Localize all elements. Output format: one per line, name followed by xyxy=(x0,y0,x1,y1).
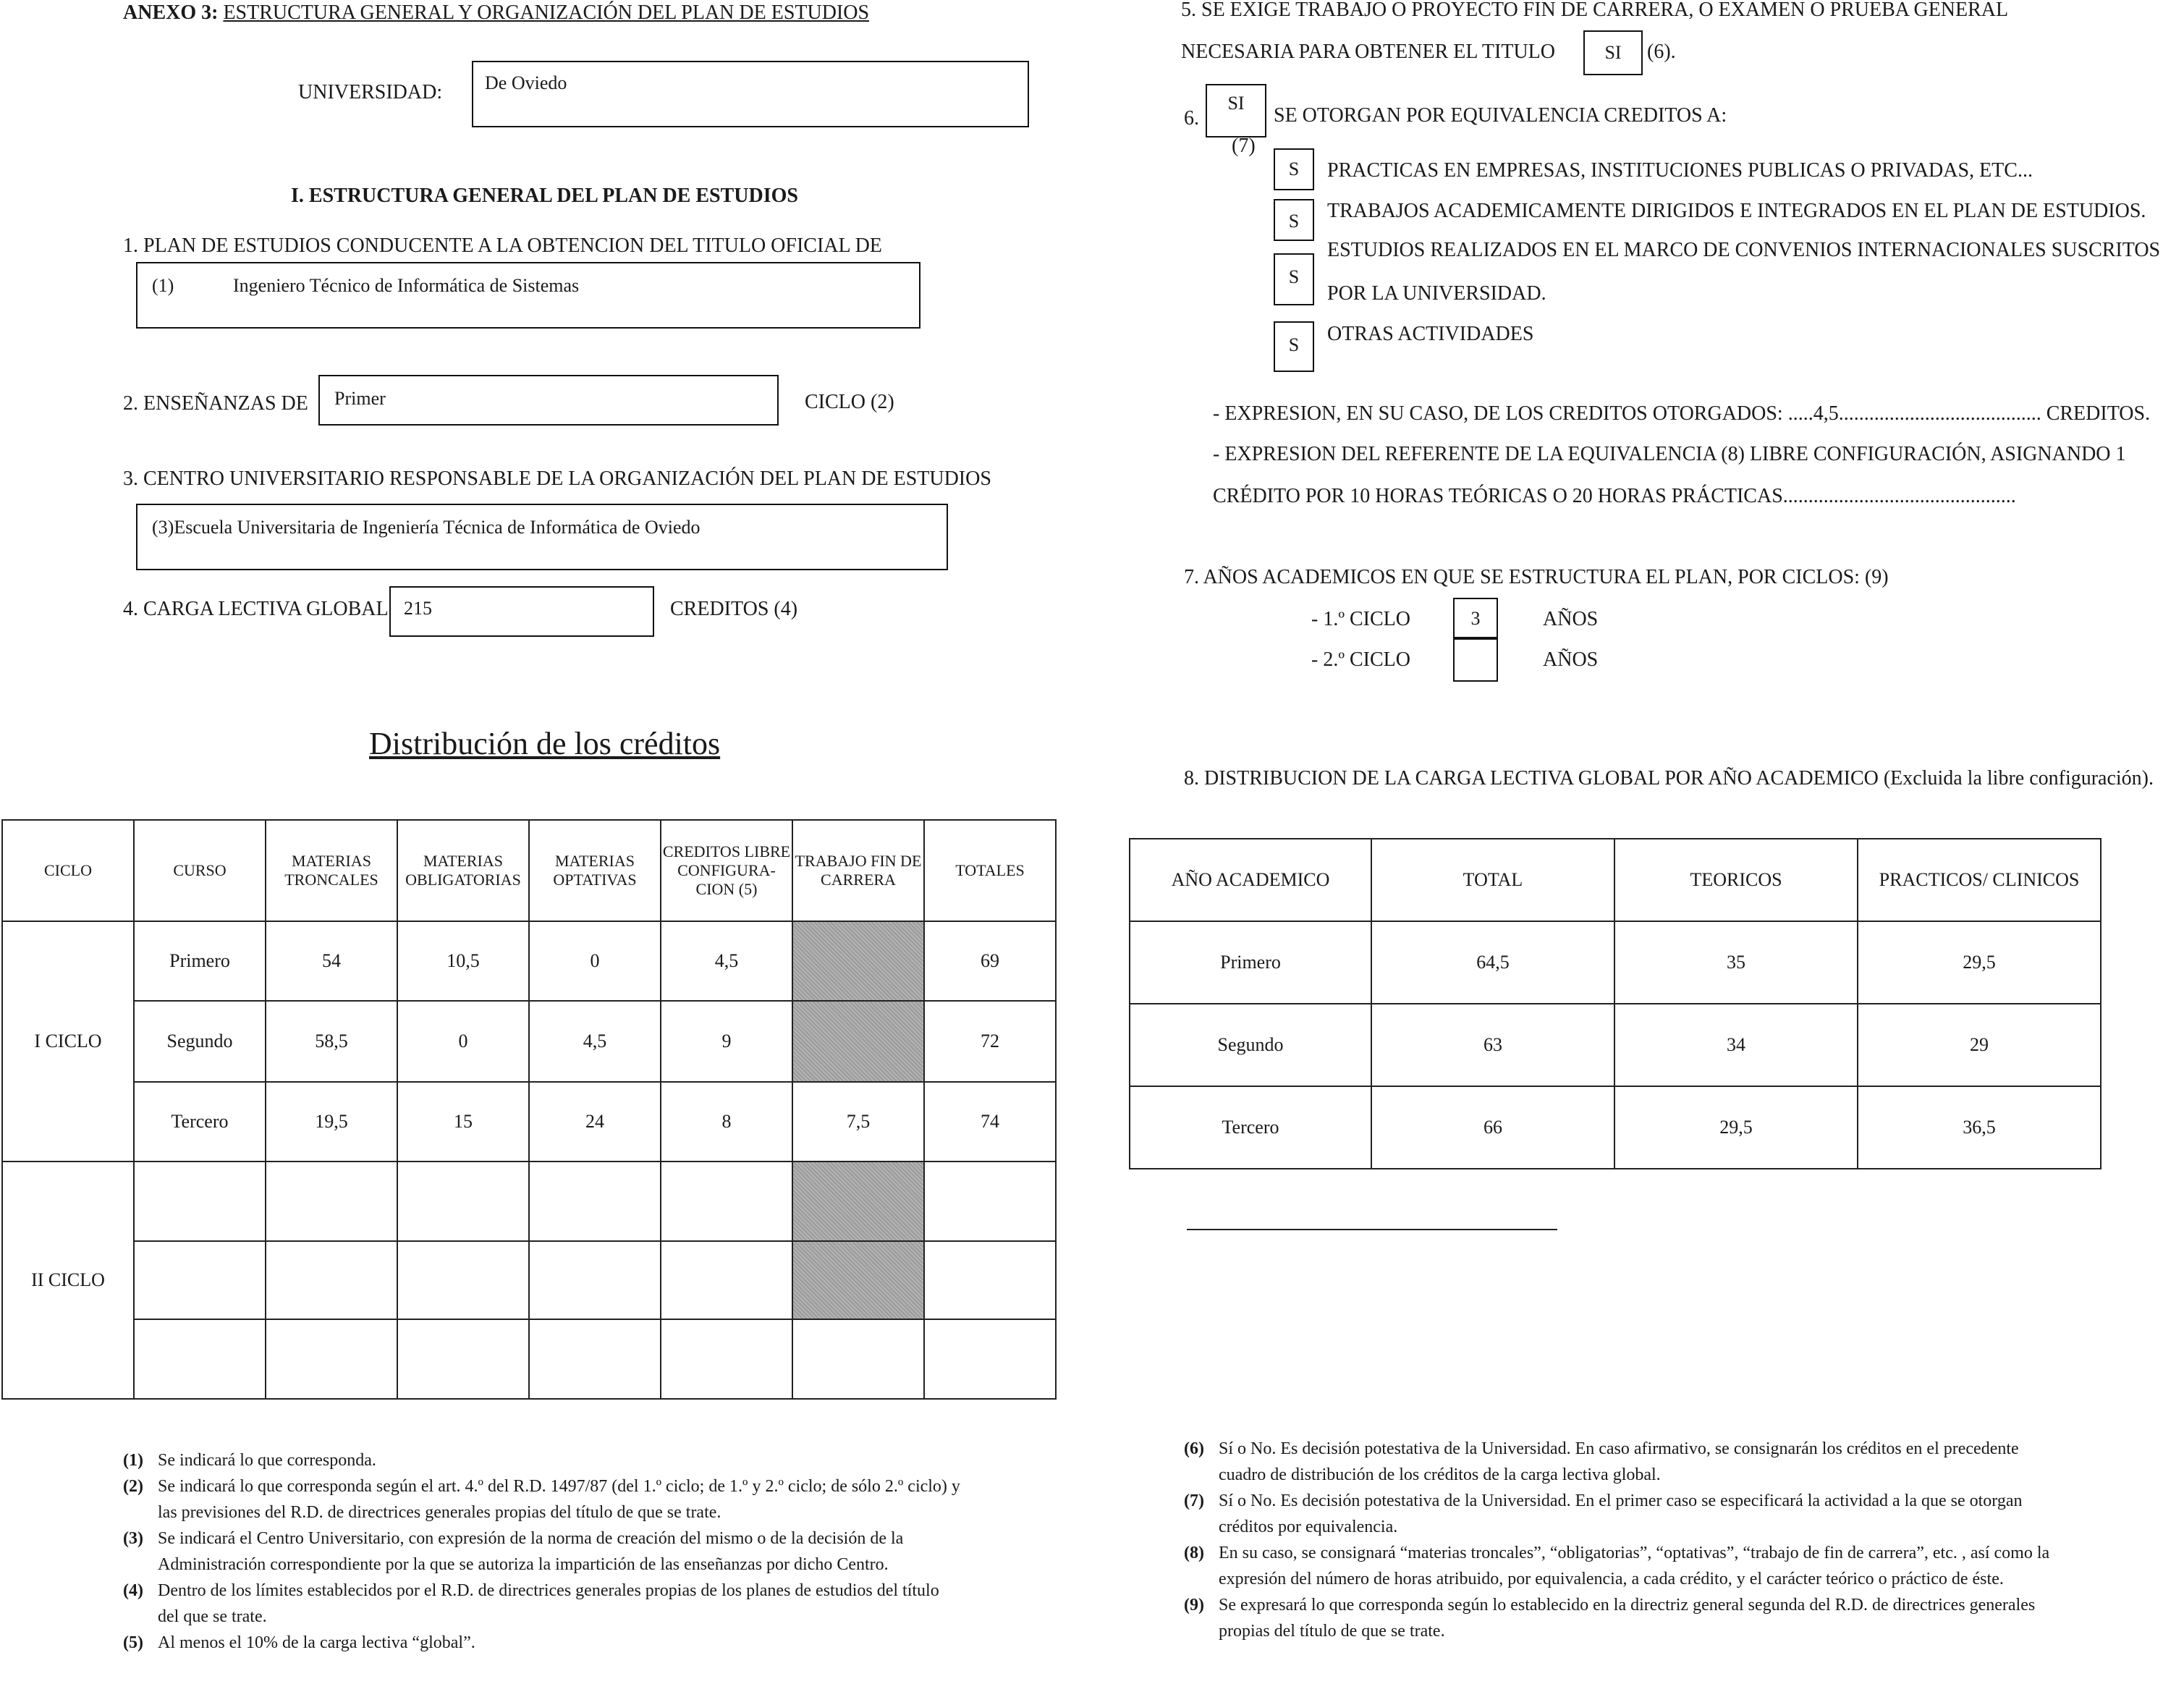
empty-cell xyxy=(792,1319,924,1399)
cell-obligatorias: 15 xyxy=(397,1082,529,1162)
empty-cell xyxy=(397,1319,529,1399)
expr-creditos: - EXPRESION, EN SU CASO, DE LOS CREDITOS OTORGADOS: .....4,5........................................ CREDITOS. xyxy=(1213,402,2151,425)
option-mark: S xyxy=(1274,253,1314,305)
cell-practicos: 29 xyxy=(1858,1004,2101,1086)
footnote xyxy=(123,1630,962,1656)
item4-suffix: CREDITOS (4) xyxy=(670,598,798,620)
table-row xyxy=(1130,1004,2101,1086)
item3-value: (3)Escuela Universitaria de Ingeniería Técnica de Informática de Oviedo xyxy=(152,517,701,538)
table-row xyxy=(2,1241,1056,1319)
option-text: ESTUDIOS REALIZADOS EN EL MARCO DE CONVENIOS INTERNACIONALES SUSCRITOS xyxy=(1327,239,2161,261)
dist-title: Distribución de los créditos xyxy=(369,726,721,761)
cell-practicos: 36,5 xyxy=(1858,1086,2101,1169)
cell-troncales: 54 xyxy=(266,921,397,1001)
footnote-text: Al menos el 10% de la carga lectiva “global”. xyxy=(158,1633,475,1652)
cell-total: 63 xyxy=(1371,1004,1614,1086)
empty-cell xyxy=(661,1319,792,1399)
empty-cell xyxy=(397,1162,529,1241)
option-mark: S xyxy=(1274,199,1314,241)
footnote-text: Se expresará lo que corresponda según lo establecido en la directriz general segunda del R.D. de directrices generales propias del título de que se trate. xyxy=(1219,1596,2036,1641)
notes-left xyxy=(123,1447,962,1656)
ciclo2-label: II CICLO xyxy=(2,1162,134,1399)
cell-anio: Segundo xyxy=(1130,1004,1371,1086)
empty-cell xyxy=(924,1162,1056,1241)
expr-referente: - EXPRESION DEL REFERENTE DE LA EQUIVALENCIA (8) LIBRE CONFIGURACIÓN, ASIGNANDO 1 xyxy=(1213,443,2126,465)
item1-label: 1. PLAN DE ESTUDIOS CONDUCENTE A LA OBTENCION DEL TITULO OFICIAL DE xyxy=(123,234,882,257)
anexo-label: ANEXO 3: xyxy=(123,1,219,24)
empty-cell xyxy=(266,1162,397,1241)
empty-cell xyxy=(134,1162,266,1241)
empty-cell xyxy=(397,1241,529,1319)
cell-total: 64,5 xyxy=(1371,921,1614,1004)
footnote-number: (1) xyxy=(123,1451,143,1470)
footnote-text: Sí o No. Es decisión potestativa de la Universidad. En el primer caso se especificará la actividad a la que se otorgan créditos por equivalencia. xyxy=(1219,1492,2023,1536)
header-anio: AÑO ACADEMICO xyxy=(1130,839,1371,921)
cell-libre: 9 xyxy=(661,1001,792,1082)
header-libre: CREDITOS LIBRE CONFIGURA-CION (5) xyxy=(661,820,792,921)
anexo-title: ESTRUCTURA GENERAL Y ORGANIZACIÓN DEL PLAN DE ESTUDIOS xyxy=(223,1,870,24)
item3-label: 3. CENTRO UNIVERSITARIO RESPONSABLE DE LA ORGANIZACIÓN DEL PLAN DE ESTUDIOS xyxy=(123,467,991,490)
cell-libre: 8 xyxy=(661,1082,792,1162)
item5-value-box: SI xyxy=(1583,30,1643,75)
empty-cell xyxy=(529,1162,661,1241)
item4-value: 215 xyxy=(404,598,432,619)
footnote xyxy=(123,1526,962,1578)
footnote xyxy=(123,1447,962,1473)
cell-obligatorias: 10,5 xyxy=(397,921,529,1001)
footnote-number: (7) xyxy=(1184,1492,1204,1510)
annual-load-table xyxy=(1129,838,2102,1169)
footnote xyxy=(1184,1488,2060,1540)
empty-cell xyxy=(134,1319,266,1399)
table-header-row xyxy=(2,820,1056,921)
cell-teoricos: 35 xyxy=(1614,921,1858,1004)
option-text-line2: POR LA UNIVERSIDAD. xyxy=(1327,282,1546,305)
cell-anio: Tercero xyxy=(1130,1086,1371,1169)
cell-totales: 69 xyxy=(924,921,1056,1001)
option-text: PRACTICAS EN EMPRESAS, INSTITUCIONES PUBLICAS O PRIVADAS, ETC... xyxy=(1327,159,2033,182)
table-row xyxy=(2,921,1056,1001)
cell-curso: Primero xyxy=(134,921,266,1001)
cell-obligatorias: 0 xyxy=(397,1001,529,1082)
footnote-number: (9) xyxy=(1184,1596,1204,1615)
item1-ref: (1) xyxy=(152,275,174,296)
header-teoricos: TEORICOS xyxy=(1614,839,1858,921)
expr-referente-line2: CRÉDITO POR 10 HORAS TEÓRICAS O 20 HORAS PRÁCTICAS.............................................. xyxy=(1213,485,2016,507)
table-row xyxy=(2,1162,1056,1241)
footnote-text: Dentro de los límites establecidos por el R.D. de directrices generales propias de los planes de estudios del título del que se trate. xyxy=(158,1581,939,1626)
empty-cell xyxy=(266,1319,397,1399)
footnote xyxy=(1184,1436,2060,1488)
header-totales: TOTALES xyxy=(924,820,1056,921)
empty-cell xyxy=(661,1162,792,1241)
footnote-text: Sí o No. Es decisión potestativa de la Universidad. En caso afirmativo, se consignarán los créditos en el precedente cuadro de distribución de los créditos de la carga lectiva global. xyxy=(1219,1439,2019,1484)
item6-label: SE OTORGAN POR EQUIVALENCIA CREDITOS A: xyxy=(1274,104,1727,127)
header-curso: CURSO xyxy=(134,820,266,921)
cell-total: 66 xyxy=(1371,1086,1614,1169)
footnote xyxy=(123,1578,962,1630)
header-obligatorias: MATERIAS OBLIGATORIAS xyxy=(397,820,529,921)
section-title: I. ESTRUCTURA GENERAL DEL PLAN DE ESTUDIOS xyxy=(291,185,798,207)
cell-troncales: 19,5 xyxy=(266,1082,397,1162)
ciclo2-unit: AÑOS xyxy=(1543,648,1599,671)
cell-trabajo-shaded xyxy=(792,1241,924,1319)
empty-cell xyxy=(924,1241,1056,1319)
cell-curso: Segundo xyxy=(134,1001,266,1082)
footnote-number: (6) xyxy=(1184,1439,1204,1458)
item6-number: 6. xyxy=(1184,107,1199,130)
cell-trabajo: 7,5 xyxy=(792,1082,924,1162)
option-text: TRABAJOS ACADEMICAMENTE DIRIGIDOS E INTEGRADOS EN EL PLAN DE ESTUDIOS. xyxy=(1327,200,2146,222)
anexo-heading xyxy=(123,1,869,25)
footnote-text: En su caso, se consignará “materias troncales”, “obligatorias”, “optativas”, “trabajo de fin de carrera”, etc. , así como la expresión del número de horas atribuido, por equivalencia, a cada crédito, y el carácter teórico o práctico de éste. xyxy=(1219,1544,2050,1588)
empty-cell xyxy=(661,1241,792,1319)
empty-cell xyxy=(529,1319,661,1399)
item5-line2: NECESARIA PARA OBTENER EL TITULO xyxy=(1181,41,1555,63)
cell-trabajo-shaded xyxy=(792,1162,924,1241)
cell-totales: 72 xyxy=(924,1001,1056,1082)
cell-curso: Tercero xyxy=(134,1082,266,1162)
cell-troncales: 58,5 xyxy=(266,1001,397,1082)
empty-cell xyxy=(529,1241,661,1319)
cell-optativas: 24 xyxy=(529,1082,661,1162)
item2-value: Primer xyxy=(334,388,386,409)
table-row xyxy=(1130,921,2101,1004)
item2-suffix: CICLO (2) xyxy=(805,391,894,413)
item7-label: 7. AÑOS ACADEMICOS EN QUE SE ESTRUCTURA EL PLAN, POR CICLOS: (9) xyxy=(1184,566,1889,588)
item5-ref: (6). xyxy=(1647,41,1676,63)
option-mark: S xyxy=(1274,321,1314,372)
option-text: OTRAS ACTIVIDADES xyxy=(1327,323,1534,345)
notes-right xyxy=(1184,1436,2060,1644)
item4-label: 4. CARGA LECTIVA GLOBAL xyxy=(123,598,389,620)
header-troncales: MATERIAS TRONCALES xyxy=(266,820,397,921)
item2-label: 2. ENSEÑANZAS DE xyxy=(123,392,308,415)
item1-value: Ingeniero Técnico de Informática de Sistemas xyxy=(233,275,580,296)
cell-totales: 74 xyxy=(924,1082,1056,1162)
item5-line1: 5. SE EXIGE TRABAJO O PROYECTO FIN DE CARRERA, O EXAMEN O PRUEBA GENERAL xyxy=(1181,0,2009,21)
cell-trabajo-shaded xyxy=(792,921,924,1001)
table-header-row xyxy=(1130,839,2101,921)
cell-teoricos: 34 xyxy=(1614,1004,1858,1086)
universidad-value: De Oviedo xyxy=(485,72,567,93)
credit-distribution-table xyxy=(1,819,1057,1400)
cell-anio: Primero xyxy=(1130,921,1371,1004)
table-row xyxy=(1130,1086,2101,1169)
ciclo1-years-box: 3 xyxy=(1453,598,1498,638)
empty-cell xyxy=(266,1241,397,1319)
footnote-text: Se indicará el Centro Universitario, con expresión de la norma de creación del mismo o de la decisión de la Administración correspondiente por la que se autoriza la impartición de las enseñanzas por dicho Centro. xyxy=(158,1529,904,1574)
footnote-number: (4) xyxy=(123,1581,143,1600)
footnote xyxy=(1184,1592,2060,1644)
item2-box xyxy=(318,375,779,426)
option-mark: S xyxy=(1274,148,1314,190)
cell-practicos: 29,5 xyxy=(1858,921,2101,1004)
empty-cell xyxy=(134,1241,266,1319)
ciclo1-label-r: - 1.º CICLO xyxy=(1311,608,1411,630)
cell-optativas: 4,5 xyxy=(529,1001,661,1082)
cell-trabajo-shaded xyxy=(792,1001,924,1082)
cell-optativas: 0 xyxy=(529,921,661,1001)
item6-value-box: SI xyxy=(1206,84,1266,137)
footnote xyxy=(1184,1540,2060,1592)
header-total: TOTAL xyxy=(1371,839,1614,921)
footnote-number: (3) xyxy=(123,1529,143,1548)
item6-ref: (7) xyxy=(1232,135,1256,157)
empty-cell xyxy=(924,1319,1056,1399)
table-row xyxy=(2,1082,1056,1162)
ciclo1-label: I CICLO xyxy=(2,921,134,1162)
header-trabajo: TRABAJO FIN DE CARRERA xyxy=(792,820,924,921)
footnote-number: (8) xyxy=(1184,1544,1204,1562)
ciclo2-years-box xyxy=(1453,638,1498,682)
footnote-number: (2) xyxy=(123,1477,143,1496)
cell-libre: 4,5 xyxy=(661,921,792,1001)
footnote xyxy=(123,1473,962,1526)
ciclo1-unit: AÑOS xyxy=(1543,608,1599,630)
footnote-text: Se indicará lo que corresponda según el art. 4.º del R.D. 1497/87 (del 1.º ciclo; de 1.º y 2.º ciclo; de sólo 2.º ciclo) y las previsiones del R.D. de directrices generales propias del título de que se trate. xyxy=(158,1477,960,1522)
universidad-label: UNIVERSIDAD: xyxy=(298,81,443,103)
divider-line xyxy=(1187,1229,1557,1230)
footnote-number: (5) xyxy=(123,1633,143,1652)
header-ciclo: CICLO xyxy=(2,820,134,921)
table-row xyxy=(2,1001,1056,1082)
table-row xyxy=(2,1319,1056,1399)
ciclo2-label-r: - 2.º CICLO xyxy=(1311,648,1411,671)
cell-teoricos: 29,5 xyxy=(1614,1086,1858,1169)
item8-label: 8. DISTRIBUCION DE LA CARGA LECTIVA GLOBAL POR AÑO ACADEMICO (Excluida la libre configuración). xyxy=(1184,767,2154,790)
header-practicos: PRACTICOS/ CLINICOS xyxy=(1858,839,2101,921)
header-optativas: MATERIAS OPTATIVAS xyxy=(529,820,661,921)
footnote-text: Se indicará lo que corresponda. xyxy=(158,1451,376,1470)
universidad-box xyxy=(472,61,1029,127)
